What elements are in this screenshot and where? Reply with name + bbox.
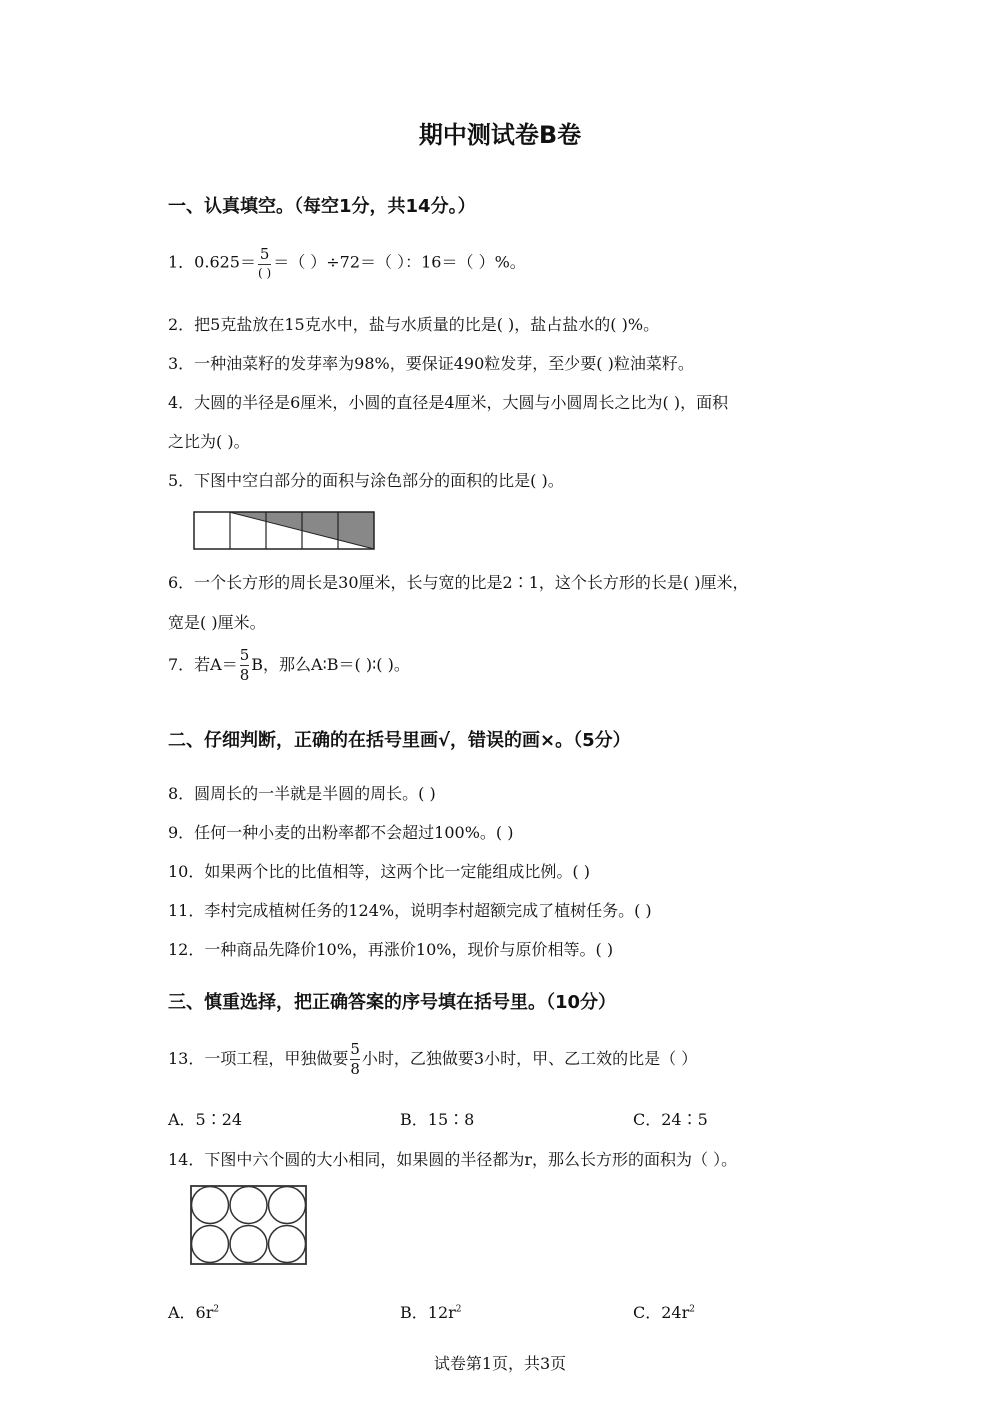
option-c <box>633 1300 695 1323</box>
question-14: 14．下图中六个圆的大小相同，如果圆的半径都为r，那么长方形的面积为（ ）。 <box>168 1150 738 1169</box>
superscript: 2 <box>455 1304 462 1315</box>
fraction <box>240 648 250 683</box>
question-9: 9．任何一种小麦的出粉率都不会超过100%。( ) <box>168 823 514 842</box>
question-1-prefix: 1．0.625＝ <box>168 252 256 272</box>
six-circles-figure <box>189 1184 311 1268</box>
question-13 <box>168 1042 697 1077</box>
fraction-denominator: 8 <box>239 666 250 684</box>
question-1 <box>168 247 526 279</box>
fraction <box>258 247 271 279</box>
option-a <box>168 1300 219 1323</box>
option-c: C．24∶5 <box>633 1110 708 1129</box>
option-label: C．24r <box>633 1303 690 1322</box>
option-label: A．6r <box>168 1303 214 1322</box>
question-1-suffix: ＝（ ）÷72＝（ ）：16＝（ ）%。 <box>273 252 526 272</box>
question-12: 12．一种商品先降价10%，再涨价10%，现价与原价相等。( ) <box>168 940 614 959</box>
page-title: 期中测试卷B卷 <box>418 121 582 149</box>
question-2: 2．把5克盐放在15克水中，盐与水质量的比是( )，盐占盐水的( )%。 <box>168 315 660 334</box>
page-footer: 试卷第1页，共3页 <box>433 1354 567 1373</box>
option-label: B．12r <box>400 1303 456 1322</box>
question-7-suffix: B，那么A∶B＝( )∶( )。 <box>251 655 410 674</box>
fraction-numerator: 5 <box>239 646 250 664</box>
option-b <box>400 1300 462 1323</box>
question-7-prefix: 7．若A＝ <box>168 655 238 674</box>
superscript: 2 <box>689 1304 695 1315</box>
question-13-prefix: 13．一项工程，甲独做要 <box>168 1049 349 1068</box>
shaded-rectangle-figure <box>192 510 376 552</box>
question-13-suffix: 小时，乙独做要3小时，甲、乙工效的比是（ ） <box>361 1049 698 1068</box>
question-4-line-1: 4．大圆的半径是6厘米，小圆的直径是4厘米，大圆与小圆周长之比为( )，面积 <box>168 393 729 412</box>
superscript: 2 <box>213 1304 220 1315</box>
option-b: B．15∶8 <box>400 1110 475 1129</box>
question-6-line-2: 宽是( )厘米。 <box>168 613 266 632</box>
fraction-denominator: ( ) <box>258 266 272 280</box>
section-1-heading: 一、认真填空。（每空1分，共14分。） <box>168 196 476 217</box>
question-6-line-1: 6．一个长方形的周长是30厘米，长与宽的比是2∶1，这个长方形的长是( )厘米， <box>168 573 749 592</box>
question-8: 8．圆周长的一半就是半圆的周长。( ) <box>168 784 436 803</box>
section-2-heading: 二、仔细判断，正确的在括号里画√，错误的画×。（5分） <box>168 730 631 751</box>
question-10: 10．如果两个比的比值相等，这两个比一定能组成比例。( ) <box>168 862 590 881</box>
question-11: 11．李村完成植树任务的124%，说明李村超额完成了植树任务。( ) <box>168 901 652 920</box>
fraction-numerator: 5 <box>259 245 270 263</box>
fraction-numerator: 5 <box>350 1040 360 1058</box>
fraction <box>350 1042 360 1077</box>
section-3-heading: 三、慎重选择，把正确答案的序号填在括号里。（10分） <box>168 992 617 1013</box>
question-5: 5．下图中空白部分的面积与涂色部分的面积的比是( )。 <box>168 471 564 490</box>
question-7 <box>168 648 410 683</box>
fraction-denominator: 8 <box>350 1060 360 1078</box>
question-3: 3．一种油菜籽的发芽率为98%，要保证490粒发芽，至少要( )粒油菜籽。 <box>168 354 694 373</box>
question-4-line-2: 之比为( )。 <box>168 432 250 451</box>
option-a: A．5∶24 <box>168 1110 243 1129</box>
